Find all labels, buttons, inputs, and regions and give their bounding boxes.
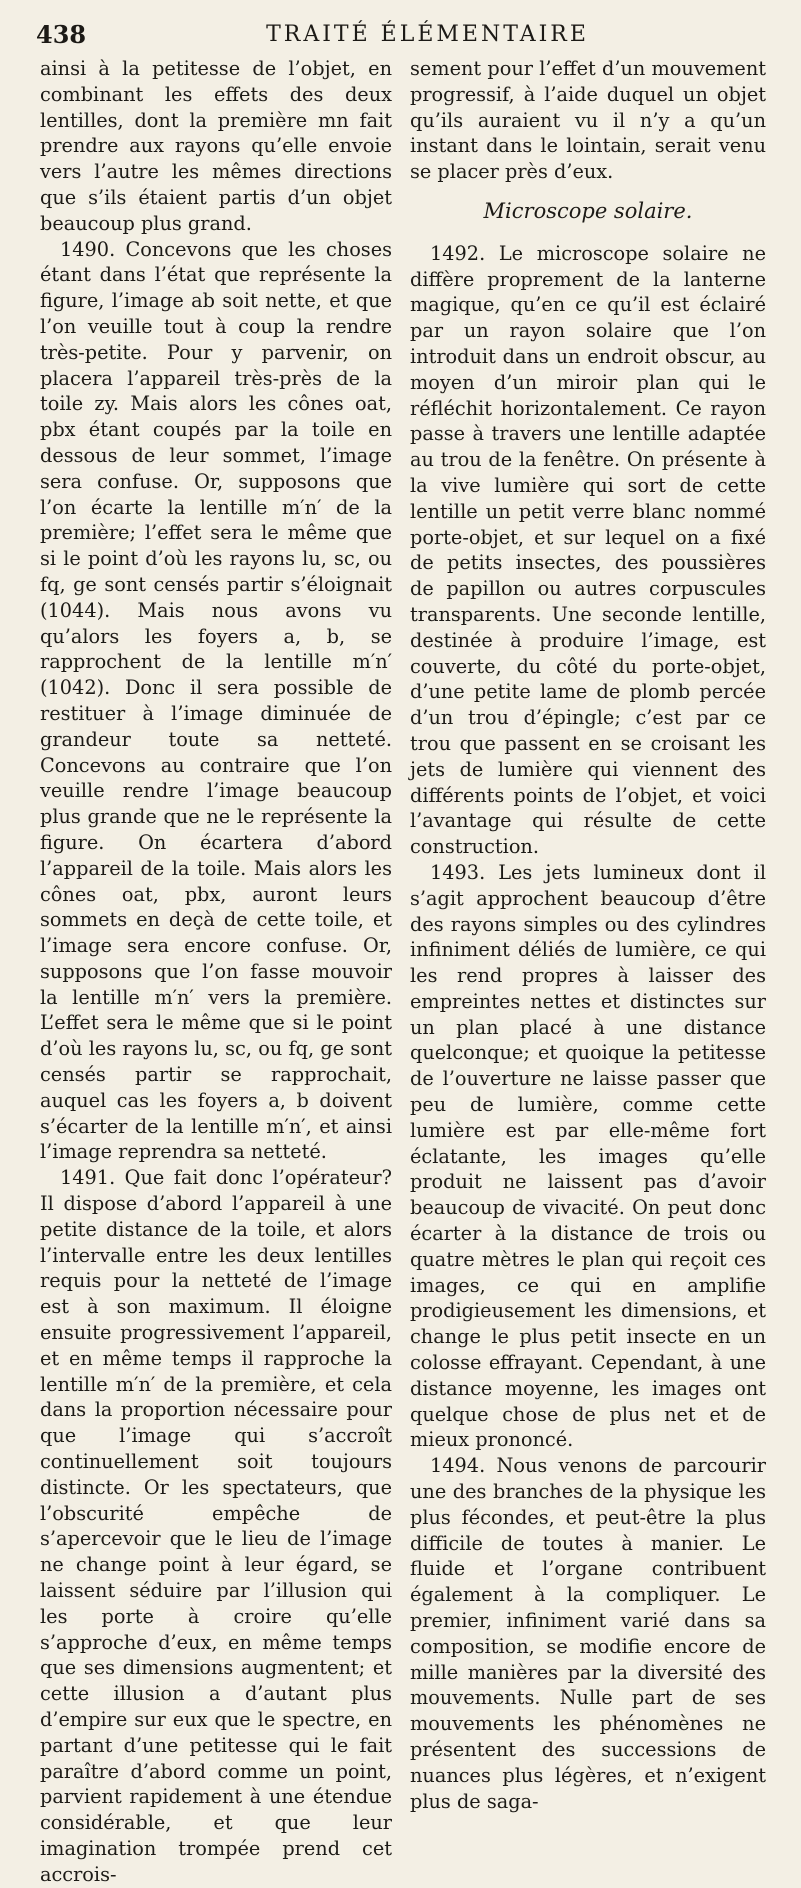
paragraph-1493: 1493. Les jets lumineux dont il s’agit approchent beaucoup d’être des rayons simples ou des cylindres infiniment déliés de lumière, ce qui les rend propres à laisser des empreintes nettes et distinctes sur un plan placé à une distance quelconque; et quoique la petitesse de l’ouverture ne laisse passer que peu de lumière, comme cette lumière est par elle-même fort éclatante, les images qu’elle produit ne laissent pas d’avoir beaucoup de vivacité. On peut donc écarter à la distance de trois ou quatre mètres le plan qui reçoit ces images, ce qui en amplifie prodigieusement les dimensions, et change le plus petit insecte en un colosse effrayant. Cependant, à une distance moyenne, les images ont quelque chose de plus net et de mieux prononcé. xyxy=(410,860,766,1452)
running-header xyxy=(36,18,779,48)
paragraph-1490: 1490. Concevons que les choses étant dans l’état que représente la figure, l’image ab soit nette, et que l’on veuille tout à coup la rendre très-petite. Pour y parvenir, on placera l’appareil très-près de la toile zy. Mais alors les cônes oat, pbx étant coupés par la toile en dessous de leur sommet, l’image sera confuse. Or, supposons que l’on écarte la lentille m′n′ de la première; l’effet sera le même que si le point d’où les rayons lu, sc, ou fq, ge sont censés partir s’éloignait (1044). Mais nous avons vu qu’alors les foyers a, b, se rapprochent de la lentille m′n′ (1042). Donc il sera possible de restituer à l’image diminuée de grandeur toute sa netteté. Concevons au contraire que l’on veuille rendre l’image beaucoup plus grande que ne le représente la figure. On écartera d’abord l’appareil de la toile. Mais alors les cônes oat, pbx, auront leurs sommets en deçà de cette toile, et l’image sera encore confuse. Or, supposons que l’on fasse mouvoir la lentille m′n′ vers la première. L’effet sera le même que si le point d’où les rayons lu, sc, ou fq, ge sont censés partir se rapprochait, auquel cas les foyers a, b doivent s’écarter de la lentille m′n′, et ainsi l’image reprendra sa netteté. xyxy=(40,237,392,1164)
paragraph-1494: 1494. Nous venons de parcourir une des branches de la physique les plus fécondes, et peut-être la plus difficile de toutes à manier. Le fluide et l’organe contribuent également à la compliquer. Le premier, infiniment varié dans sa composition, se modifie encore de mille manières par la diversité des mouvements. Nulle part de ses mouvements les phénomènes ne présentent des successions de nuances plus légères, et n’exigent plus de saga- xyxy=(410,1454,766,1813)
running-title: TRAITÉ ÉLÉMENTAIRE xyxy=(266,22,589,47)
paragraph-continuation: ainsi à la petitesse de l’objet, en combinant les effets des deux lentilles, dont la première mn fait prendre aux rayons qu’elle envoie vers l’autre les mêmes directions que s’ils étaient partis d’un objet beaucoup plus grand. xyxy=(40,57,392,235)
section-heading: Microscope solaire. xyxy=(483,198,693,223)
paragraph-1491: 1491. Que fait donc l’opérateur? Il dispose d’abord l’appareil à une petite distance de la toile, et alors l’intervalle entre les deux lentilles requis pour la netteté de l’image est à son maximum. Il éloigne ensuite progressivement l’appareil, et en même temps il rapproche la lentille m′n′ de la première, et cela dans la proportion nécessaire pour que l’image qui s’accroît continuellement soit toujours distincte. Or les spectateurs, que l’obscurité empêche de s’apercevoir que le lieu de l’image ne change point à leur égard, se laissent séduire par l’illusion qui les porte à croire qu’elle s’approche d’eux, en même temps que ses dimensions augmentent; et cette illusion a d’autant plus d’empire sur eux que le spectre, en partant d’une petitesse qui le fait paraître d’abord comme un point, parvient rapidement à une étendue considérable, et que leur imagination trompée prend cet accrois- xyxy=(40,1166,392,1886)
left-column xyxy=(40,56,392,1888)
paragraph-continuation-right: sement pour l’effet d’un mouvement progressif, à l’aide duquel un objet qu’ils auraient vu il n’y a qu’un instant dans le lointain, serait venu se placer près d’eux. xyxy=(410,57,766,184)
right-column xyxy=(410,56,766,1814)
page-number: 438 xyxy=(36,20,87,49)
paragraph-1492: 1492. Le microscope solaire ne diffère proprement de la lanterne magique, qu’en ce qu’il est éclairé par un rayon solaire que l’on introduit dans un endroit obscur, au moyen d’un miroir plan qui le réfléchit horizontalement. Ce rayon passe à travers une lentille adaptée au trou de la fenêtre. On présente à la vive lumière qui sort de cette lentille un petit verre blanc nommé porte-objet, et sur lequel on a fixé de petits insectes, des poussières de papillon ou autres corpuscules transparents. Une seconde lentille, destinée à produire l’image, est couverte, du côté du porte-objet, d’une petite lame de plomb percée d’un trou d’épingle; c’est par ce trou que passent en se croisant les jets de lumière qui viennent des différents points de l’objet, et voici l’avantage qui résulte de cette construction. xyxy=(410,241,766,859)
